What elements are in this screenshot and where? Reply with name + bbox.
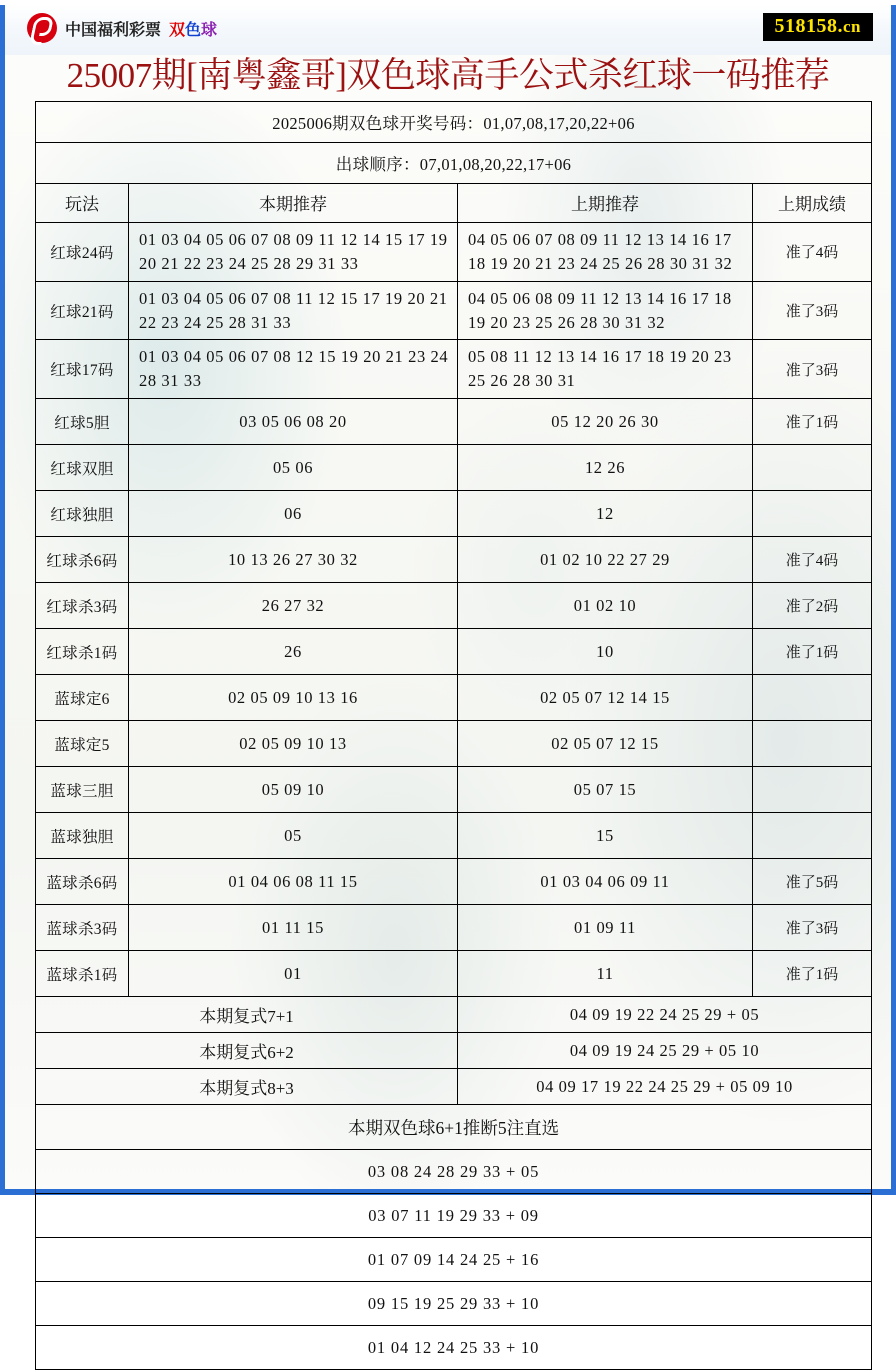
fushi-value: 04 09 17 19 22 24 25 29 + 05 09 10 (458, 1069, 872, 1105)
table-row (36, 399, 872, 445)
current-recommendation: 05 06 (129, 445, 458, 491)
fushi-rows (36, 997, 872, 1105)
play-type-label: 红球杀3码 (36, 583, 129, 629)
play-type-label: 蓝球杀3码 (36, 905, 129, 951)
play-type-label: 红球杀1码 (36, 629, 129, 675)
table-header-row (36, 183, 872, 222)
table-row (36, 583, 872, 629)
previous-score: 准了1码 (753, 629, 872, 675)
play-type-label: 蓝球定6 (36, 675, 129, 721)
previous-score: 准了1码 (753, 951, 872, 997)
play-type-label: 红球24码 (36, 222, 129, 281)
table-row (36, 537, 872, 583)
forecast-table (35, 101, 872, 1370)
current-recommendation: 05 (129, 813, 458, 859)
play-type-label: 红球21码 (36, 281, 129, 340)
column-header-current: 本期推荐 (129, 183, 458, 222)
previous-score: 准了3码 (753, 905, 872, 951)
table-row (36, 951, 872, 997)
previous-recommendation: 02 05 07 12 14 15 (458, 675, 753, 721)
pick-numbers: 01 04 12 24 25 33 + 10 (36, 1326, 872, 1370)
table-row (36, 491, 872, 537)
previous-score: 准了5码 (753, 859, 872, 905)
previous-score: 准了3码 (753, 281, 872, 340)
table-row (36, 905, 872, 951)
previous-recommendation: 12 26 (458, 445, 753, 491)
page-container (0, 5, 896, 1357)
current-recommendation: 26 27 32 (129, 583, 458, 629)
draw-result-row (36, 101, 872, 142)
current-recommendation: 01 11 15 (129, 905, 458, 951)
previous-score: 准了2码 (753, 583, 872, 629)
draw-order-row (36, 142, 872, 183)
site-header (5, 5, 891, 55)
current-recommendation: 01 03 04 05 06 07 08 11 12 15 17 19 20 21 22 23 24 25 28 31 33 (129, 281, 458, 340)
draw-result-text: 2025006期双色球开奖号码：01,07,08,17,20,22+06 (36, 101, 872, 142)
previous-recommendation: 11 (458, 951, 753, 997)
current-recommendation: 02 05 09 10 13 16 (129, 675, 458, 721)
site-domain-main: 518158. (774, 15, 843, 37)
table-row (36, 281, 872, 340)
play-type-label: 蓝球三胆 (36, 767, 129, 813)
play-type-label: 蓝球杀1码 (36, 951, 129, 997)
forecast-rows (36, 222, 872, 997)
play-type-label: 蓝球杀6码 (36, 859, 129, 905)
table-row (36, 675, 872, 721)
previous-score: 准了3码 (753, 340, 872, 399)
site-domain-badge (763, 13, 874, 41)
table-row (36, 222, 872, 281)
column-header-play: 玩法 (36, 183, 129, 222)
fushi-label: 本期复式7+1 (36, 997, 458, 1033)
pick-row (36, 1238, 872, 1282)
previous-recommendation: 04 05 06 08 09 11 12 13 14 16 17 18 19 20 23 25 26 28 30 31 32 (458, 281, 753, 340)
current-recommendation: 05 09 10 (129, 767, 458, 813)
current-recommendation: 26 (129, 629, 458, 675)
brand-name-label: 中国福利彩票 (65, 21, 162, 39)
previous-score: 准了4码 (753, 222, 872, 281)
table-row (36, 340, 872, 399)
pick-numbers: 09 15 19 25 29 33 + 10 (36, 1282, 872, 1326)
fushi-row (36, 997, 872, 1033)
fushi-label: 本期复式8+3 (36, 1069, 458, 1105)
previous-score (753, 491, 872, 537)
column-header-score: 上期成绩 (753, 183, 872, 222)
play-type-label: 红球杀6码 (36, 537, 129, 583)
brand-logo-group (27, 13, 217, 43)
play-type-label: 蓝球独胆 (36, 813, 129, 859)
draw-order-text: 出球顺序：07,01,08,20,22,17+06 (36, 142, 872, 183)
pick-numbers: 03 08 24 28 29 33 + 05 (36, 1150, 872, 1194)
fushi-row (36, 1069, 872, 1105)
previous-recommendation: 01 09 11 (458, 905, 753, 951)
previous-recommendation: 05 08 11 12 13 14 16 17 18 19 20 23 25 26 28 30 31 (458, 340, 753, 399)
play-type-label: 红球双胆 (36, 445, 129, 491)
pick-numbers: 03 07 11 19 29 33 + 09 (36, 1194, 872, 1238)
picks-rows (36, 1105, 872, 1370)
previous-score: 准了4码 (753, 537, 872, 583)
current-recommendation: 02 05 09 10 13 (129, 721, 458, 767)
play-type-label: 红球5胆 (36, 399, 129, 445)
forecast-table-body (36, 101, 872, 222)
brand-game-label: 双色球 (169, 17, 217, 40)
previous-recommendation: 01 02 10 22 27 29 (458, 537, 753, 583)
fushi-row (36, 1033, 872, 1069)
table-row (36, 859, 872, 905)
table-row (36, 721, 872, 767)
previous-score: 准了1码 (753, 399, 872, 445)
fushi-label: 本期复式6+2 (36, 1033, 458, 1069)
table-row (36, 629, 872, 675)
forecast-table-wrapper (5, 101, 891, 1370)
previous-recommendation: 02 05 07 12 15 (458, 721, 753, 767)
previous-score (753, 813, 872, 859)
previous-recommendation: 15 (458, 813, 753, 859)
table-row (36, 445, 872, 491)
page-title: 25007期[南粤鑫哥]双色球高手公式杀红球一码推荐 (66, 56, 830, 95)
previous-recommendation: 01 02 10 (458, 583, 753, 629)
picks-section-title-row (36, 1105, 872, 1150)
table-row (36, 767, 872, 813)
picks-section-title: 本期双色球6+1推断5注直选 (36, 1105, 872, 1150)
play-type-label: 红球独胆 (36, 491, 129, 537)
current-recommendation: 10 13 26 27 30 32 (129, 537, 458, 583)
previous-recommendation: 05 12 20 26 30 (458, 399, 753, 445)
pick-row (36, 1194, 872, 1238)
previous-recommendation: 12 (458, 491, 753, 537)
current-recommendation: 01 03 04 05 06 07 08 12 15 19 20 21 23 24 28 31 33 (129, 340, 458, 399)
site-domain-suffix: cn (843, 17, 861, 36)
pick-row (36, 1326, 872, 1370)
previous-score (753, 445, 872, 491)
pick-row (36, 1150, 872, 1194)
previous-recommendation: 04 05 06 07 08 09 11 12 13 14 16 17 18 19 20 21 23 24 25 26 28 30 31 32 (458, 222, 753, 281)
current-recommendation: 06 (129, 491, 458, 537)
previous-recommendation: 01 03 04 06 09 11 (458, 859, 753, 905)
table-row (36, 813, 872, 859)
play-type-label: 红球17码 (36, 340, 129, 399)
previous-recommendation: 10 (458, 629, 753, 675)
fushi-value: 04 09 19 22 24 25 29 + 05 (458, 997, 872, 1033)
pick-numbers: 01 07 09 14 24 25 + 16 (36, 1238, 872, 1282)
play-type-label: 蓝球定5 (36, 721, 129, 767)
column-header-previous: 上期推荐 (458, 183, 753, 222)
current-recommendation: 03 05 06 08 20 (129, 399, 458, 445)
current-recommendation: 01 03 04 05 06 07 08 09 11 12 14 15 17 19 20 21 22 23 24 25 28 29 31 33 (129, 222, 458, 281)
current-recommendation: 01 (129, 951, 458, 997)
previous-recommendation: 05 07 15 (458, 767, 753, 813)
pick-row (36, 1282, 872, 1326)
previous-score (753, 675, 872, 721)
china-welfare-lottery-logo-icon (27, 13, 57, 43)
current-recommendation: 01 04 06 08 11 15 (129, 859, 458, 905)
fushi-value: 04 09 19 24 25 29 + 05 10 (458, 1033, 872, 1069)
previous-score (753, 767, 872, 813)
previous-score (753, 721, 872, 767)
